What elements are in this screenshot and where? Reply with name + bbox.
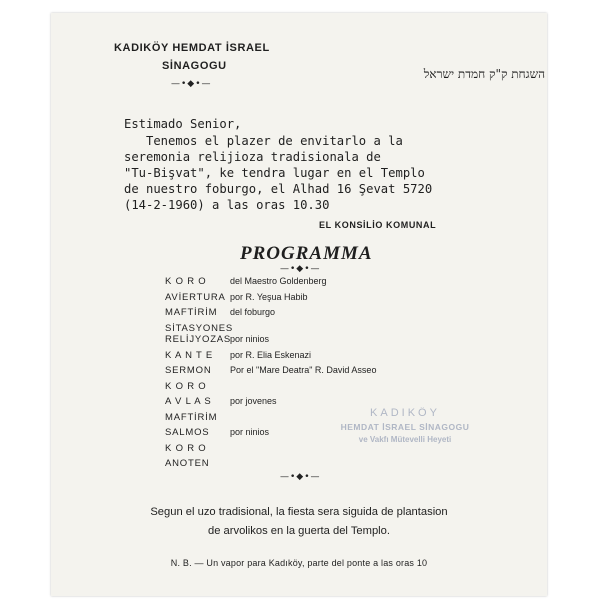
letter-line: Tenemos el plazer de envitarlo a la xyxy=(124,134,403,148)
program-row xyxy=(165,292,376,304)
program-item: SERMON xyxy=(165,365,212,376)
invitation-sheet xyxy=(51,13,547,596)
stamp-line: ve Vakfı Mütevelli Heyeti xyxy=(358,435,452,444)
program-detail: del Maestro Goldenberg xyxy=(230,276,327,286)
hebrew-header: השגחת ק"ק חמדת ישראל xyxy=(423,67,545,81)
program-row xyxy=(165,443,376,455)
letter-line: "Tu-Bişvat", ke tendra lugar en el Templo xyxy=(124,166,425,180)
program-item: SİTASYONES RELİJYOZAS xyxy=(165,322,234,345)
closing-line: Segun el uzo tradisional, la fiesta sera siguida de plantasion xyxy=(150,506,448,518)
program-detail: por ninios xyxy=(230,334,270,344)
program-detail: por ninios xyxy=(230,427,270,437)
header-ornament: —•◆•— xyxy=(171,79,212,89)
footer-ornament: —•◆•— xyxy=(280,472,321,482)
program-item: AVİERTURA xyxy=(165,291,226,303)
program-item: K O R O xyxy=(165,442,207,454)
letter-greeting: Estimado Senior, xyxy=(124,117,242,131)
program-row xyxy=(165,458,376,470)
invitation-letter xyxy=(124,116,544,213)
program-row xyxy=(165,350,376,362)
program-item: A V L A S xyxy=(165,396,212,407)
program-item: K O R O xyxy=(165,276,207,287)
program-detail: del foburgo xyxy=(230,307,276,317)
header-org-name: KADIKÖY HEMDAT İSRAEL xyxy=(114,42,270,54)
program-row xyxy=(165,396,376,408)
program-detail: por jovenes xyxy=(230,396,277,406)
program-row xyxy=(165,323,376,346)
stamp-line: KADIKÖY xyxy=(370,407,440,419)
program-detail: por R. Yeşua Habib xyxy=(230,291,308,302)
closing-line: de arvolikos en la guerta del Templo. xyxy=(207,525,390,537)
program-row xyxy=(165,276,376,288)
institution-stamp xyxy=(320,407,490,444)
programma-title: PROGRAMMA xyxy=(240,243,373,264)
stamp-line: HEMDAT İSRAEL SİNAGOGU xyxy=(340,422,470,432)
program-row xyxy=(165,365,376,377)
closing-text xyxy=(71,503,527,541)
program-detail: Por el "Mare Deatra" R. David Asseo xyxy=(230,365,377,375)
programma-ornament: —•◆•— xyxy=(280,264,321,274)
program-item: ANOTEN xyxy=(165,458,210,469)
program-row xyxy=(165,381,376,393)
letter-signature: EL KONSİLİO KOMUNAL xyxy=(319,220,437,230)
program-detail: por R. Elia Eskenazi xyxy=(230,349,312,360)
program-item: SALMOS xyxy=(165,427,210,438)
program-item: MAFTİRİM xyxy=(165,411,218,423)
letter-line: (14-2-1960) a las oras 10.30 xyxy=(124,198,330,212)
boat-note: N. B. — Un vapor para Kadıköy, parte del ponte a las oras 10 xyxy=(170,558,428,568)
header-synagogue: SİNAGOGU xyxy=(162,60,227,72)
program-row xyxy=(165,307,376,319)
program-item: MAFTİRİM xyxy=(165,307,218,318)
program-item: K A N T E xyxy=(165,349,214,361)
program-item: K O R O xyxy=(165,380,207,392)
letter-line: seremonia relijioza tradisionala de xyxy=(124,150,381,164)
letter-line: de nuestro foburgo, el Alhad 16 Şevat 5720 xyxy=(124,182,433,196)
